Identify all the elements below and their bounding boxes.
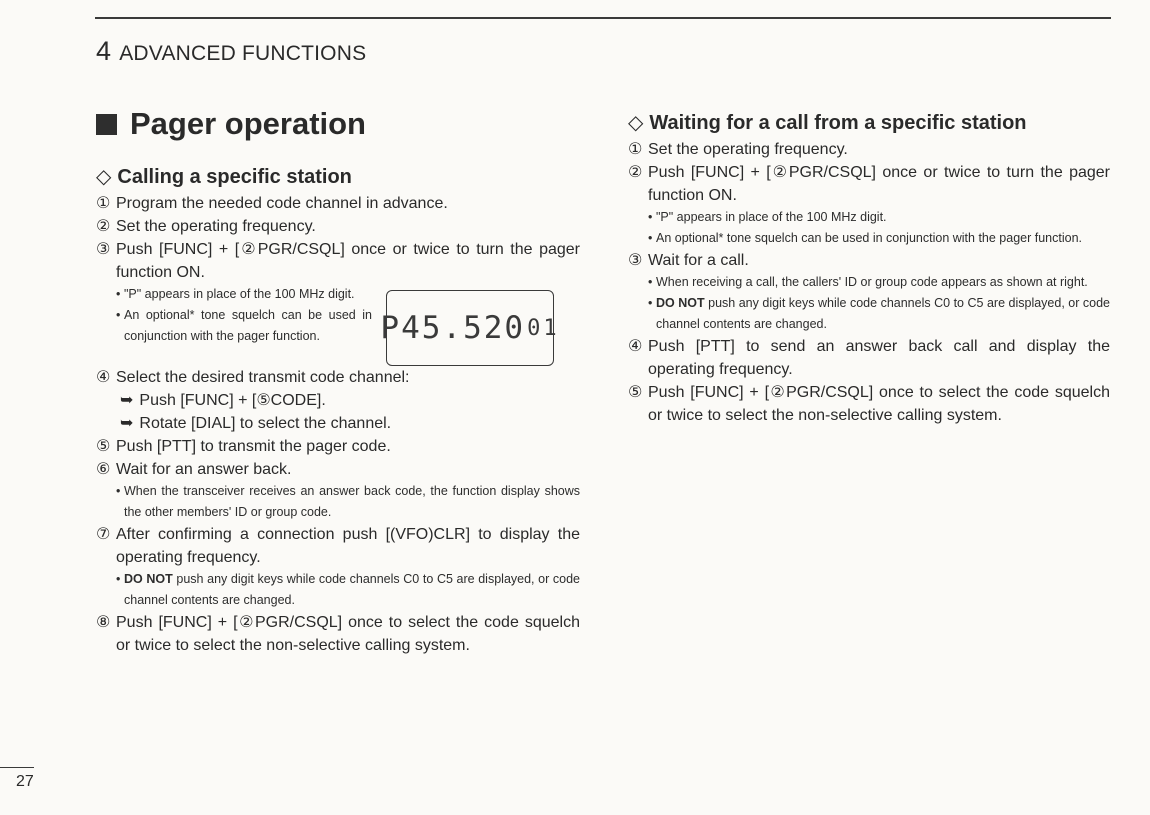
square-bullet-icon <box>96 114 117 135</box>
step-8: ⑧ Push [FUNC] + [②PGR/CSQL] once to select the code squelch or twice to select the non-selective calling system. <box>96 614 580 654</box>
arrow-right-icon: ➥ <box>120 392 134 409</box>
chapter-number: 4 <box>96 36 112 66</box>
step-2: ② Push [FUNC] + [②PGR/CSQL] once or twice to turn the pager function ON. <box>628 164 1110 204</box>
lcd-display <box>380 290 560 366</box>
lcd-main-readout: P45.520 <box>380 310 526 346</box>
step-3: ③ Push [FUNC] + [②PGR/CSQL] once or twice to turn the pager function ON. <box>96 241 580 281</box>
warning-note: • DO NOT push any digit keys while code channels C0 to C5 are displayed, or code channel contents are changed. <box>116 572 580 607</box>
diamond-icon: ◇ <box>96 166 112 188</box>
header-rule <box>95 17 1111 19</box>
step-3-notes <box>96 284 372 347</box>
lcd-note-row <box>96 284 580 366</box>
subsection-title-waiting: ◇ Waiting for a call from a specific station <box>628 112 1027 134</box>
diamond-icon: ◇ <box>628 112 644 134</box>
chapter-title: ADVANCED FUNCTIONS <box>119 42 367 65</box>
step-5: ⑤ Push [FUNC] + [②PGR/CSQL] once to select the code squelch or twice to select the non-selective calling system. <box>628 384 1110 424</box>
note: • "P" appears in place of the 100 MHz digit. <box>648 210 887 224</box>
section-title-text: Pager operation <box>130 106 366 141</box>
note: • When the transceiver receives an answer back code, the function display shows the other members' ID or group code. <box>116 484 580 519</box>
chapter-heading <box>96 36 366 67</box>
step-5: ⑤ Push [PTT] to transmit the pager code. <box>96 438 391 455</box>
step-1: ① Set the operating frequency. <box>628 141 848 158</box>
right-column <box>628 110 1110 427</box>
lcd-channel-readout: 01 <box>527 315 560 341</box>
warning-note: • DO NOT push any digit keys while code channels C0 to C5 are displayed, or code channel contents are changed. <box>648 296 1110 331</box>
step-6: ⑥ Wait for an answer back. <box>96 461 292 478</box>
step-3: ③ Wait for a call. <box>628 252 749 269</box>
page-number-rule <box>0 767 34 768</box>
subsection-title-calling: ◇ Calling a specific station <box>96 166 352 188</box>
left-column <box>96 106 580 657</box>
step-4: ④ Select the desired transmit code channel: <box>96 369 410 386</box>
note: • An optional* tone squelch can be used in conjunction with the pager function. <box>648 231 1082 245</box>
step-4: ④ Push [PTT] to send an answer back call and display the operating frequency. <box>628 338 1110 378</box>
arrow-right-icon: ➥ <box>120 415 134 432</box>
page-number: 27 <box>16 773 34 790</box>
note: • An optional* tone squelch can be used in conjunction with the pager function. <box>116 308 372 343</box>
section-title <box>96 106 580 142</box>
step-1: ① Program the needed code channel in advance. <box>96 195 448 212</box>
step-4-substep-b: ➥ Rotate [DIAL] to select the channel. <box>120 415 392 432</box>
step-4-substep-a: ➥ Push [FUNC] + [⑤CODE]. <box>120 392 326 409</box>
note: • "P" appears in place of the 100 MHz digit. <box>116 287 355 301</box>
note: • When receiving a call, the callers' ID or group code appears as shown at right. <box>648 275 1088 289</box>
step-7: ⑦ After confirming a connection push [(VFO)CLR] to display the operating frequency. <box>96 526 580 566</box>
step-2: ② Set the operating frequency. <box>96 218 316 235</box>
